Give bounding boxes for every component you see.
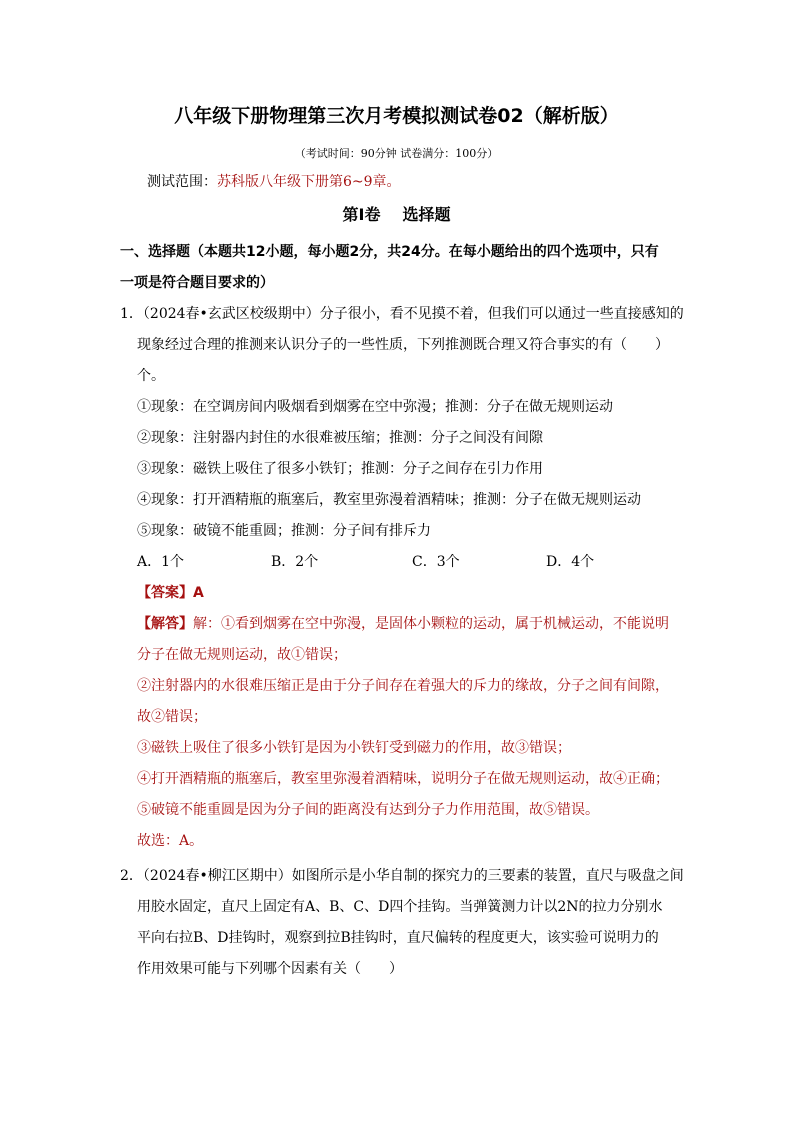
option-c: C．3个 xyxy=(412,554,460,570)
section-heading xyxy=(0,203,793,227)
analysis-text-1: 解：①看到烟雾在空中弥漫，是固体小颗粒的运动，属于机械运动，不能说明 xyxy=(193,616,669,632)
q2-stem-line-1: 2．（2024春•柳江区期中）如图所示是小华自制的探究力的三要素的装置，直尺与吸盘之间 xyxy=(120,868,684,884)
scope-text: 苏科版八年级下册第6~9章。 xyxy=(217,174,401,190)
analysis-label: 【解答】 xyxy=(137,616,193,632)
q1-analysis-line-2: 分子在做无规则运动，故①错误； xyxy=(137,647,347,663)
test-scope xyxy=(147,172,401,192)
q1-stem-line-1: 1．（2024春•玄武区校级期中）分子很小，看不见摸不着，但我们可以通过一些直接感知的 xyxy=(120,306,684,322)
answer-value: A xyxy=(193,585,204,601)
scope-label: 测试范围： xyxy=(147,174,217,190)
q1-item-5: ⑤现象：破镜不能重圆；推测：分子间有排斥力 xyxy=(137,523,431,539)
q1-analysis-line-4: 故②错误； xyxy=(137,709,207,725)
q1-item-4: ④现象：打开酒精瓶的瓶塞后，教室里弥漫着酒精味；推测：分子在做无规则运动 xyxy=(137,492,641,508)
option-a: A．1个 xyxy=(137,554,185,570)
q1-item-2: ②现象：注射器内封住的水很难被压缩；推测：分子之间没有间隙 xyxy=(137,430,543,446)
q1-analysis-line-3: ②注射器内的水很难压缩正是由于分子间存在着强大的斥力的缘故，分子之间有间隙， xyxy=(137,678,669,694)
q1-item-3: ③现象：磁铁上吸住了很多小铁钉；推测：分子之间存在引力作用 xyxy=(137,461,543,477)
q1-item-1: ①现象：在空调房间内吸烟看到烟雾在空中弥漫；推测：分子在做无规则运动 xyxy=(137,399,613,415)
option-b: B．2个 xyxy=(271,554,319,570)
q1-analysis-line-5: ③磁铁上吸住了很多小铁钉是因为小铁钉受到磁力的作用，故③错误； xyxy=(137,740,571,756)
section-name: 选择题 xyxy=(402,205,451,224)
paper-title: 八年级下册物理第三次月考模拟测试卷02（解析版） xyxy=(174,105,619,127)
part-instructions-line-2: 一项是符合题目要求的） xyxy=(120,275,274,291)
q1-analysis-line-1 xyxy=(137,614,669,634)
exam-subtitle: （考试时间：90分钟 试卷满分：100分） xyxy=(294,147,499,160)
q2-stem-line-4: 作用效果可能与下列哪个因素有关（ ） xyxy=(137,961,403,977)
q1-analysis-line-8: 故选：A。 xyxy=(137,833,204,849)
q1-analysis-line-6: ④打开酒精瓶的瓶塞后，教室里弥漫着酒精味，说明分子在做无规则运动，故④正确； xyxy=(137,771,669,787)
q1-analysis-line-7: ⑤破镜不能重圆是因为分子间的距离没有达到分子力作用范围，故⑤错误。 xyxy=(137,802,599,818)
option-d: D．4个 xyxy=(546,554,595,570)
section-number: 第Ⅰ卷 xyxy=(342,205,381,224)
part-instructions-line-1: 一、选择题（本题共12小题，每小题2分，共24分。在每小题给出的四个选项中，只有 xyxy=(120,244,659,260)
q1-stem-line-2: 现象经过合理的推测来认识分子的一些性质，下列推测既合理又符合事实的有（ ） xyxy=(137,337,669,353)
q1-stem-line-3: 个。 xyxy=(137,368,165,384)
answer-label: 【答案】 xyxy=(137,585,193,601)
q1-answer xyxy=(137,583,204,603)
q2-stem-line-3: 平向右拉B、D挂钩时，观察到拉B挂钩时，直尺偏转的程度更大，该实验可说明力的 xyxy=(137,930,659,946)
q2-stem-line-2: 用胶水固定，直尺上固定有A、B、C、D四个挂钩。当弹簧测力计以2N的拉力分别水 xyxy=(137,899,663,915)
